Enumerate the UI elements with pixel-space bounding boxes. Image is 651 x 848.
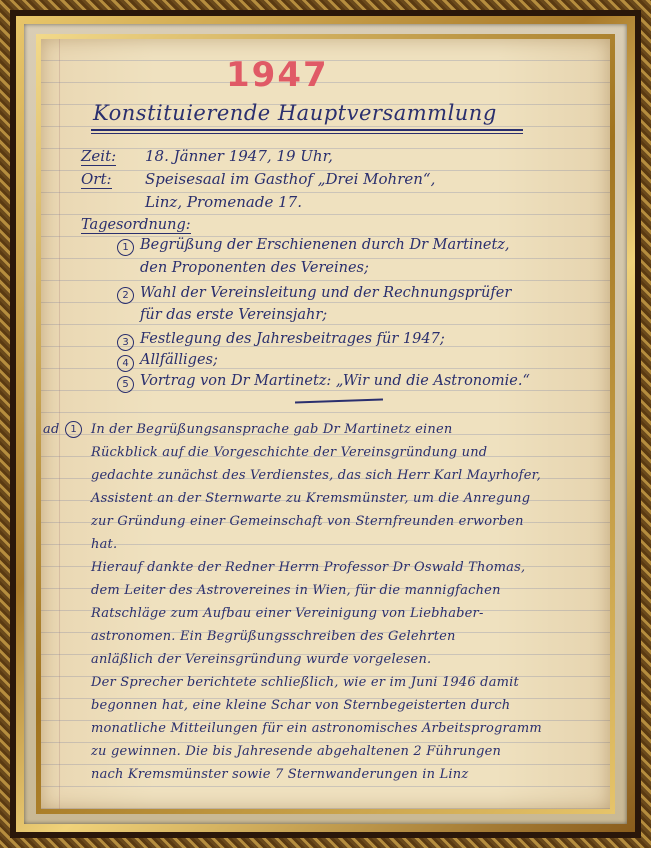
- agenda-item-1-line-2: den Proponenten des Vereines;: [140, 260, 369, 276]
- body-line-13: begonnen hat, eine kleine Schar von Sternbegeisterten durch: [91, 698, 511, 713]
- body-line-16: nach Kremsmünster sowie 7 Sternwanderungen in Linz: [91, 767, 469, 782]
- section-divider: [295, 398, 383, 403]
- handwritten-page: [41, 39, 610, 809]
- agenda-number-2: 2: [117, 287, 134, 304]
- ad-number: 1: [65, 421, 82, 438]
- page-title: Konstituierende Hauptversammlung: [93, 101, 497, 125]
- zeit-label: Zeit:: [81, 147, 117, 165]
- body-line-5: zur Gründung einer Gemeinschaft von Sternfreunden erworben: [91, 514, 524, 529]
- body-line-14: monatliche Mitteilungen für ein astronomisches Arbeitsprogramm: [91, 721, 542, 736]
- body-line-6: hat.: [91, 537, 118, 552]
- agenda-item-5: Vortrag von Dr Martinetz: „Wir und die Astronomie.“: [140, 373, 530, 389]
- body-line-3: gedachte zunächst des Verdienstes, das sich Herr Karl Mayrhofer,: [91, 468, 541, 483]
- agenda-number-3: 3: [117, 334, 134, 351]
- title-underline: [91, 129, 523, 131]
- agenda-item-3: Festlegung des Jahresbeitrages für 1947;: [140, 331, 445, 347]
- body-line-8: dem Leiter des Astrovereines in Wien, für die mannigfachen: [91, 583, 501, 598]
- body-line-7: Hierauf dankte der Redner Herrn Professor Dr Oswald Thomas,: [91, 560, 526, 575]
- year-heading: 1947: [226, 55, 329, 95]
- body-line-1: In der Begrüßungsansprache gab Dr Martinetz einen: [91, 422, 453, 437]
- ort-label: Ort:: [81, 170, 112, 188]
- title-underline-second: [91, 133, 523, 134]
- agenda-item-2-line-2: für das erste Vereinsjahr;: [140, 307, 328, 323]
- ad-prefix: ad: [43, 422, 60, 437]
- body-line-4: Assistent an der Sternwarte zu Kremsmünster, um die Anregung: [91, 491, 531, 506]
- body-line-9: Ratschläge zum Aufbau einer Vereinigung von Liebhaber-: [91, 606, 484, 621]
- body-line-12: Der Sprecher berichtete schließlich, wie er im Juni 1946 damit: [91, 675, 519, 690]
- body-line-15: zu gewinnen. Die bis Jahresende abgehaltenen 2 Führungen: [91, 744, 502, 759]
- body-line-10: astronomen. Ein Begrüßungsschreiben des Gelehrten: [91, 629, 456, 644]
- agenda-heading: Tagesordnung:: [81, 217, 191, 233]
- ort-line-2: Linz, Promenade 17.: [145, 193, 302, 211]
- agenda-item-2-line-1: Wahl der Vereinsleitung und der Rechnungsprüfer: [140, 285, 512, 301]
- agenda-item-1-line-1: Begrüßung der Erschienenen durch Dr Martinetz,: [140, 237, 510, 253]
- agenda-number-1: 1: [117, 239, 134, 256]
- agenda-number-5: 5: [117, 376, 134, 393]
- agenda-number-4: 4: [117, 355, 134, 372]
- agenda-item-4: Allfälliges;: [140, 352, 218, 368]
- body-line-11: anläßlich der Vereinsgründung wurde vorgelesen.: [91, 652, 432, 667]
- body-line-2: Rückblick auf die Vorgeschichte der Vereinsgründung und: [91, 445, 488, 460]
- ort-line-1: Speisesaal im Gasthof „Drei Mohren“,: [145, 170, 436, 188]
- zeit-value: 18. Jänner 1947, 19 Uhr,: [145, 147, 333, 165]
